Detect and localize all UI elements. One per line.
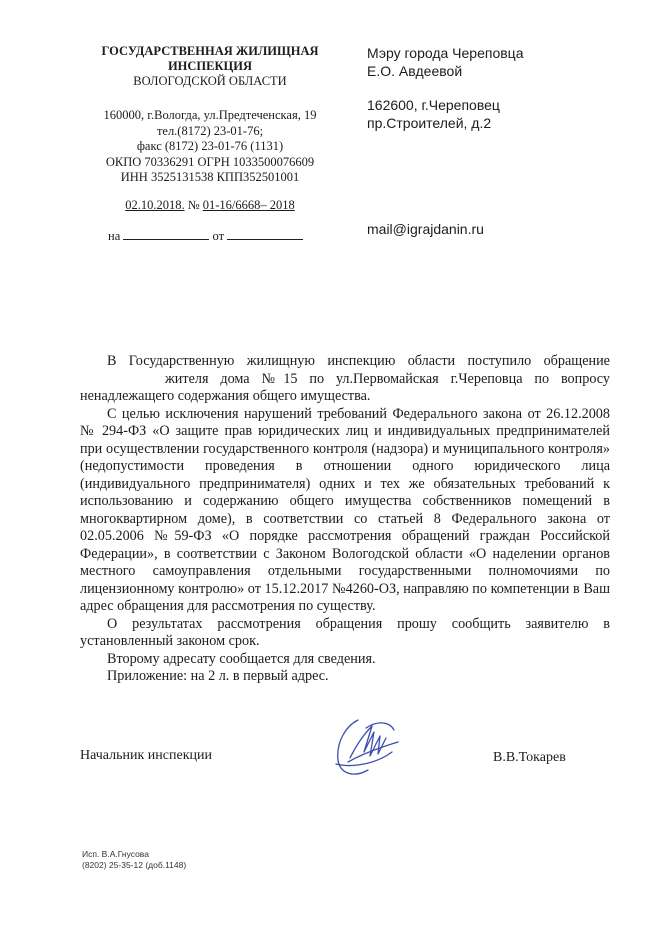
executor-block (82, 849, 186, 871)
sender-phone: тел.(8172) 23-01-76; (156, 123, 264, 138)
recipient-city: 162600, г.Череповец (367, 97, 500, 113)
paragraph-1-rest: жителя дома №15 по ул.Первомайская г.Череповца по вопросу ненадлежащего содержания общего имущества. (80, 370, 610, 404)
paragraph-3: О результатах рассмотрения обращения прошу сообщить заявителю в установленный законом срок. (80, 615, 610, 649)
recipient-block (367, 44, 523, 80)
recipient-title: Мэру города Череповца (367, 45, 524, 61)
paragraph-2: С целью исключения нарушений требований Федерального закона от 26.12.2008 № 294-ФЗ «О защите прав юридических лиц и индивидуальных предпринимателей при осуществлении государственного контроля (надзора) и муниципального контроля» (недопустимости проведения в отношении одного юридического лица (индивидуального предпринимателя) одних и тех же обязательных требований к использованию и содержанию общего имущества собственников помещений в многоквартирном доме), в соответствии со статьей 8 Федерального закона от 02.05.2006 №59-ФЗ «О порядке рассмотрения обращений граждан Российской Федерации», в соответствии с Законом Вологодской области «О наделении органов местного самоуправления отдельными государственными полномочиями по лицензионному контролю» от 15.12.2017 №4260-ОЗ, направляю по компетенции в Ваш адрес обращения для рассмотрения по существу. (80, 405, 610, 614)
reference-number: 01-16/6668– 2018 (202, 198, 295, 212)
reference-no-label: № (187, 198, 200, 212)
handwritten-signature (328, 712, 418, 787)
executor-phone: (8202) 25-35-12 (доб.1148) (82, 860, 187, 870)
sender-region: ВОЛОГОДСКОЙ ОБЛАСТИ (133, 74, 287, 88)
sender-org-line1: ГОСУДАРСТВЕННАЯ ЖИЛИЩНАЯ (101, 44, 319, 58)
incoming-reference (108, 229, 303, 244)
paragraph-1 (80, 353, 610, 406)
sender-address: 160000, г.Вологда, ул.Предтеченская, 19 (103, 108, 317, 122)
sender-org-line2: ИНСПЕКЦИЯ (167, 59, 253, 73)
outgoing-reference (60, 198, 360, 213)
sender-okpo: ОКПО 70336291 ОГРН 1033500076609 (105, 154, 315, 169)
sender-inn: ИНН 3525131538 КПП352501001 (120, 170, 300, 184)
paragraph-1-line1: В Государственную жилищную инспекцию области поступило обращение (107, 353, 610, 369)
ot-label: от (212, 229, 225, 243)
reference-date: 02.10.2018. (125, 198, 185, 212)
letter-body (80, 353, 610, 686)
recipient-name: Е.О. Авдеевой (367, 63, 463, 79)
na-label: на (108, 229, 121, 243)
paragraph-5: Приложение: на 2 л. в первый адрес. (107, 668, 329, 684)
signatory-name: В.В.Токарев (493, 750, 566, 765)
na-blank-line (123, 238, 209, 240)
signatory-position: Начальник инспекции (80, 748, 212, 763)
sender-fax: факс (8172) 23-01-76 (1131) (136, 139, 284, 153)
recipient-street: пр.Строителей, д.2 (367, 115, 492, 131)
ot-blank-line (227, 238, 303, 240)
sender-requisites (60, 108, 360, 186)
paragraph-4: Второму адресату сообщается для сведения. (107, 650, 376, 667)
executor-name: Исп. В.А.Гнусова (82, 849, 149, 859)
recipient-address (367, 96, 500, 132)
recipient-email: mail@igrajdanin.ru (367, 221, 484, 237)
sender-header (60, 44, 360, 89)
